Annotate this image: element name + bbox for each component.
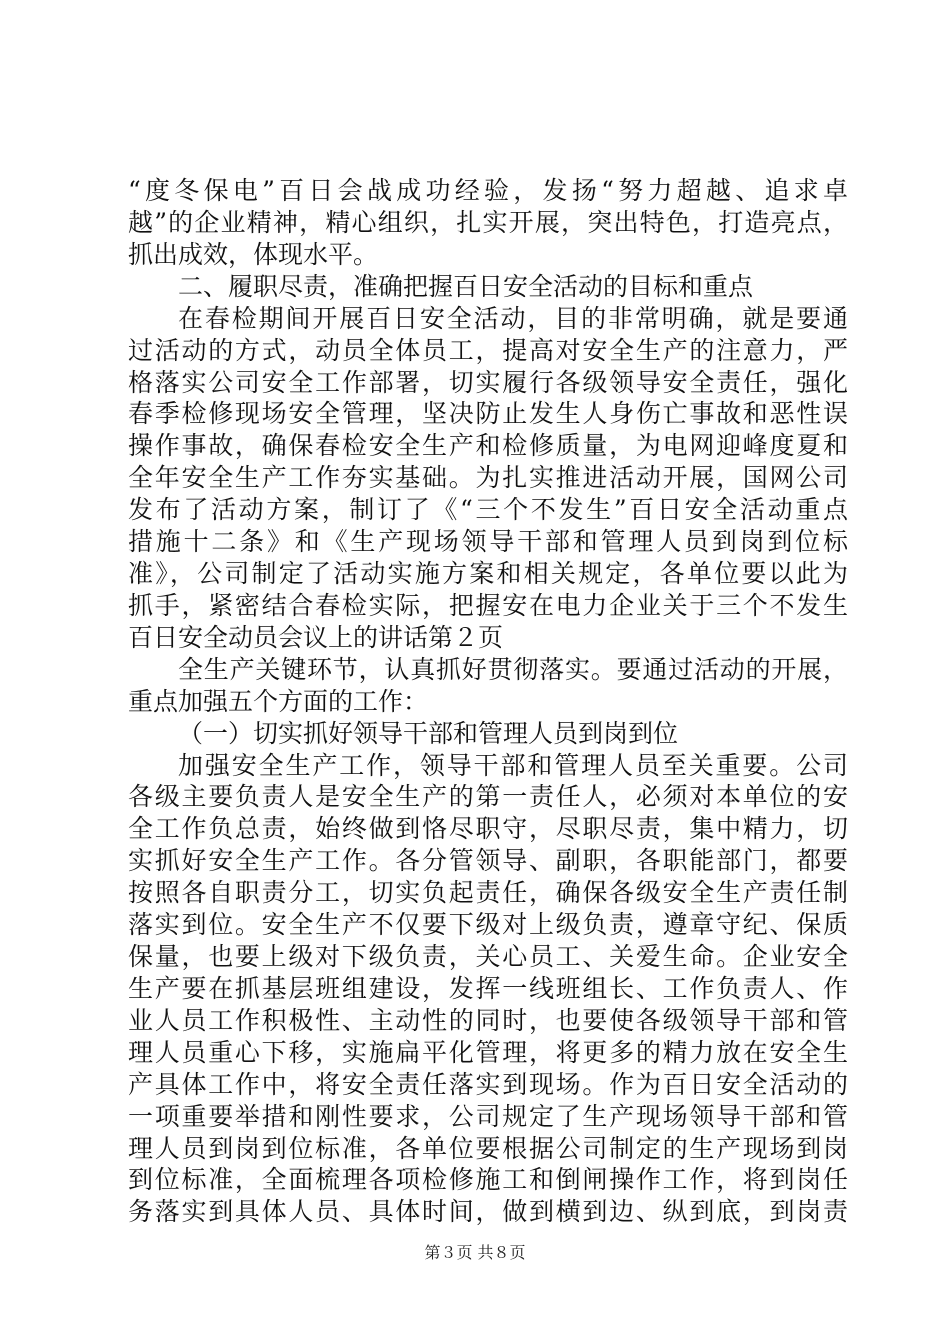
paragraph-line: 业人员工作积极性、主动性的同时，也要使各级领导干部和管 xyxy=(128,1006,848,1035)
paragraph-line: 抓手，紧密结合春检实际，把握安在电力企业关于三个不发生 xyxy=(128,591,848,620)
paragraph-line: 发布了活动方案，制订了《“三个不发生”百日安全活动重点 xyxy=(128,495,848,524)
paragraph-line: 产具体工作中，将安全责任落实到现场。作为百日安全活动的 xyxy=(128,1070,848,1099)
paragraph-line: 抓出成效，体现水平。 xyxy=(128,240,379,269)
paragraph-line: 理人员到岗到位标准，各单位要根据公司制定的生产现场到岗 xyxy=(128,1134,848,1163)
paragraph-line: 操作事故，确保春检安全生产和检修质量，为电网迎峰度夏和 xyxy=(128,431,848,460)
paragraph-line: 全年安全生产工作夯实基础。为扎实推进活动开展，国网公司 xyxy=(128,463,848,492)
paragraph-line: 在春检期间开展百日安全活动，目的非常明确，就是要通 xyxy=(178,304,848,333)
paragraph-line: 生产要在抓基层班组建设，发挥一线班组长、工作负责人、作 xyxy=(128,974,848,1003)
section-heading: 二、履职尽责，准确把握百日安全活动的目标和重点 xyxy=(178,272,754,301)
page-footer: 第３页 共８页 xyxy=(424,1243,526,1262)
paragraph-line: 春季检修现场安全管理，坚决防止发生人身伤亡事故和恶性误 xyxy=(128,399,848,428)
paragraph-line: 全工作负总责，始终做到恪尽职守，尽职尽责，集中精力，切 xyxy=(128,814,848,843)
paragraph-line: 按照各自职责分工，切实负起责任，确保各级安全生产责任制 xyxy=(128,878,848,907)
paragraph-line: 百日安全动员会议上的讲话第２页 xyxy=(128,623,504,652)
paragraph-line: 准》，公司制定了活动实施方案和相关规定，各单位要以此为 xyxy=(128,559,848,588)
paragraph-line: 格落实公司安全工作部署，切实履行各级领导安全责任，强化 xyxy=(128,368,848,397)
paragraph-line: 一项重要举措和刚性要求，公司规定了生产现场领导干部和管 xyxy=(128,1102,848,1131)
paragraph-line: 加强安全生产工作，领导干部和管理人员至关重要。公司 xyxy=(178,751,848,780)
paragraph-line: 务落实到具体人员、具体时间，做到横到边、纵到底，到岗责 xyxy=(128,1197,848,1226)
subsection-heading: （一）切实抓好领导干部和管理人员到岗到位 xyxy=(178,719,679,748)
paragraph-line: 实抓好安全生产工作。各分管领导、副职，各职能部门，都要 xyxy=(128,846,848,875)
paragraph-line: 理人员重心下移，实施扁平化管理，将更多的精力放在安全生 xyxy=(128,1038,848,1067)
paragraph-line: 各级主要负责人是安全生产的第一责任人，必须对本单位的安 xyxy=(128,782,848,811)
paragraph-line: 措施十二条》和《生产现场领导干部和管理人员到岗到位标 xyxy=(128,527,848,556)
paragraph-line: 保量，也要上级对下级负责，关心员工、关爱生命。企业安全 xyxy=(128,942,848,971)
paragraph-line: 到位标准，全面梳理各项检修施工和倒闸操作工作，将到岗任 xyxy=(128,1165,848,1194)
paragraph-line: 越”的企业精神，精心组织，扎实开展，突出特色，打造亮点， xyxy=(128,208,848,237)
paragraph-line: 过活动的方式，动员全体员工，提高对安全生产的注意力，严 xyxy=(128,336,848,365)
paragraph-line: 重点加强五个方面的工作： xyxy=(128,687,429,716)
paragraph-line: 全生产关键环节，认真抓好贯彻落实。要通过活动的开展， xyxy=(178,655,848,684)
paragraph-line: 落实到位。安全生产不仅要下级对上级负责，遵章守纪、保质 xyxy=(128,910,848,939)
paragraph-line: “度冬保电”百日会战成功经验，发扬“努力超越、追求卓 xyxy=(128,176,848,205)
